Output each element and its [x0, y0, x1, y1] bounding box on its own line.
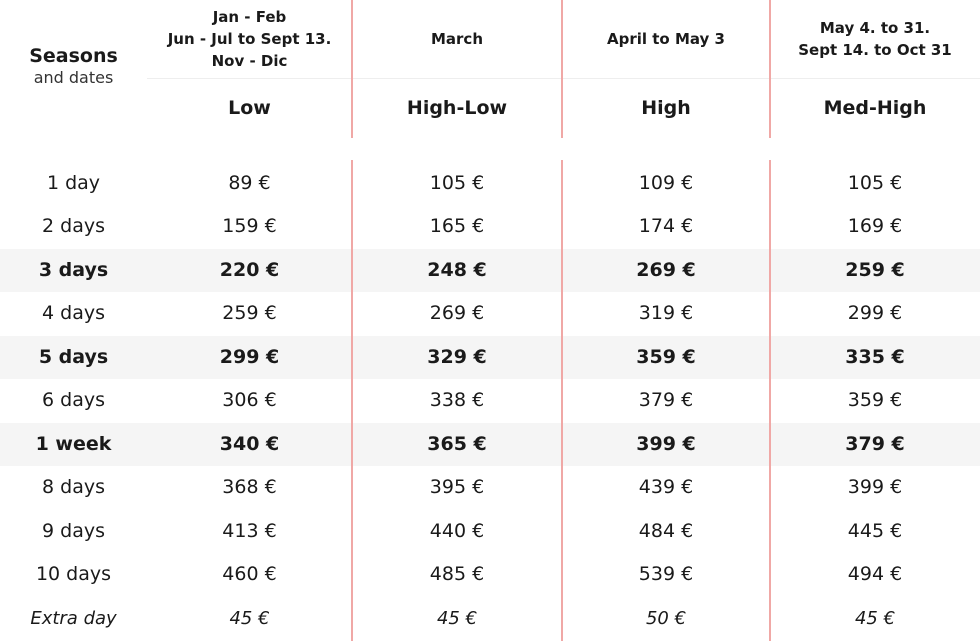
season-low: Low	[228, 97, 271, 119]
row-label: 4 days	[42, 302, 105, 324]
seasons-header	[0, 44, 147, 88]
price-cell: 109 €	[638, 172, 694, 194]
table-row	[0, 249, 980, 292]
dates-high	[562, 0, 770, 78]
price-cell: 329 €	[427, 346, 487, 368]
table-row	[0, 510, 980, 553]
price-cell: 269 €	[636, 259, 696, 281]
price-cell: 259 €	[845, 259, 905, 281]
table-row	[0, 423, 980, 466]
price-cell: 359 €	[636, 346, 696, 368]
table-row	[0, 379, 980, 422]
price-cell: 445 €	[847, 520, 903, 542]
table-row	[0, 336, 980, 379]
column-divider	[561, 0, 563, 138]
date-line: April to May 3	[607, 30, 725, 48]
price-cell: 159 €	[222, 215, 277, 237]
table-row	[0, 466, 980, 509]
date-line: Jun - Jul to Sept 13.	[167, 30, 332, 48]
date-line: Jan - Feb	[212, 8, 287, 26]
row-label: 3 days	[38, 259, 109, 281]
price-cell: 379 €	[845, 433, 905, 455]
price-cell: 340 €	[219, 433, 280, 455]
price-cell: 45 €	[436, 608, 478, 629]
season-high-low: High-Low	[406, 97, 508, 119]
row-label: 9 days	[42, 520, 105, 542]
price-cell: 440 €	[429, 520, 485, 542]
table-row	[0, 553, 980, 596]
price-cell: 105 €	[429, 172, 485, 194]
row-label: 2 days	[42, 215, 105, 237]
price-cell: 220 €	[219, 259, 280, 281]
row-label: 5 days	[38, 346, 109, 368]
price-cell: 169 €	[847, 215, 903, 237]
row-label: 10 days	[35, 563, 112, 585]
price-cell: 395 €	[429, 476, 485, 498]
price-cell: 306 €	[222, 389, 277, 411]
price-cell: 365 €	[427, 433, 487, 455]
dates-med-high	[770, 0, 980, 78]
price-cell: 89 €	[228, 172, 271, 194]
price-cell: 259 €	[222, 302, 277, 324]
price-cell: 105 €	[847, 172, 903, 194]
price-cell: 269 €	[429, 302, 485, 324]
price-cell: 45 €	[229, 608, 270, 629]
price-cell: 439 €	[638, 476, 694, 498]
price-cell: 50 €	[645, 608, 687, 629]
season-med-high: Med-High	[823, 97, 927, 119]
price-cell: 494 €	[847, 563, 903, 585]
seasons-title: Seasons	[29, 45, 118, 67]
table-row	[0, 597, 980, 640]
price-cell: 399 €	[847, 476, 903, 498]
table-row	[0, 292, 980, 335]
price-cell: 299 €	[847, 302, 903, 324]
price-cell: 413 €	[222, 520, 277, 542]
table-row	[0, 205, 980, 248]
column-divider	[769, 0, 771, 138]
price-cell: 45 €	[854, 608, 896, 629]
date-line: Sept 14. to Oct 31	[798, 41, 952, 59]
price-cell: 359 €	[847, 389, 903, 411]
column-divider	[769, 160, 771, 641]
price-cell: 460 €	[222, 563, 277, 585]
price-cell: 248 €	[427, 259, 487, 281]
row-label: 1 day	[46, 172, 101, 194]
column-divider	[351, 160, 353, 641]
price-cell: 174 €	[638, 215, 694, 237]
price-cell: 319 €	[638, 302, 694, 324]
column-divider	[351, 0, 353, 138]
price-cell: 379 €	[638, 389, 694, 411]
row-label: 8 days	[42, 476, 105, 498]
dates-low	[147, 0, 352, 78]
column-divider	[561, 160, 563, 641]
season-high: High	[641, 97, 691, 119]
row-label: Extra day	[30, 608, 117, 629]
price-cell: 368 €	[222, 476, 277, 498]
price-cell: 484 €	[638, 520, 694, 542]
price-cell: 399 €	[636, 433, 696, 455]
date-line: Nov - Dic	[211, 52, 288, 70]
price-cell: 539 €	[638, 563, 694, 585]
seasons-subtitle: and dates	[33, 68, 114, 87]
dates-high-low	[352, 0, 562, 78]
price-cell: 165 €	[429, 215, 485, 237]
date-line: March	[430, 30, 484, 48]
price-cell: 335 €	[845, 346, 905, 368]
header-separator	[147, 78, 980, 79]
row-label: 1 week	[35, 433, 112, 455]
price-cell: 299 €	[219, 346, 280, 368]
table-row	[0, 162, 980, 205]
row-label: 6 days	[42, 389, 105, 411]
price-cell: 338 €	[429, 389, 485, 411]
date-line: May 4. to 31.	[819, 19, 931, 37]
price-cell: 485 €	[429, 563, 485, 585]
